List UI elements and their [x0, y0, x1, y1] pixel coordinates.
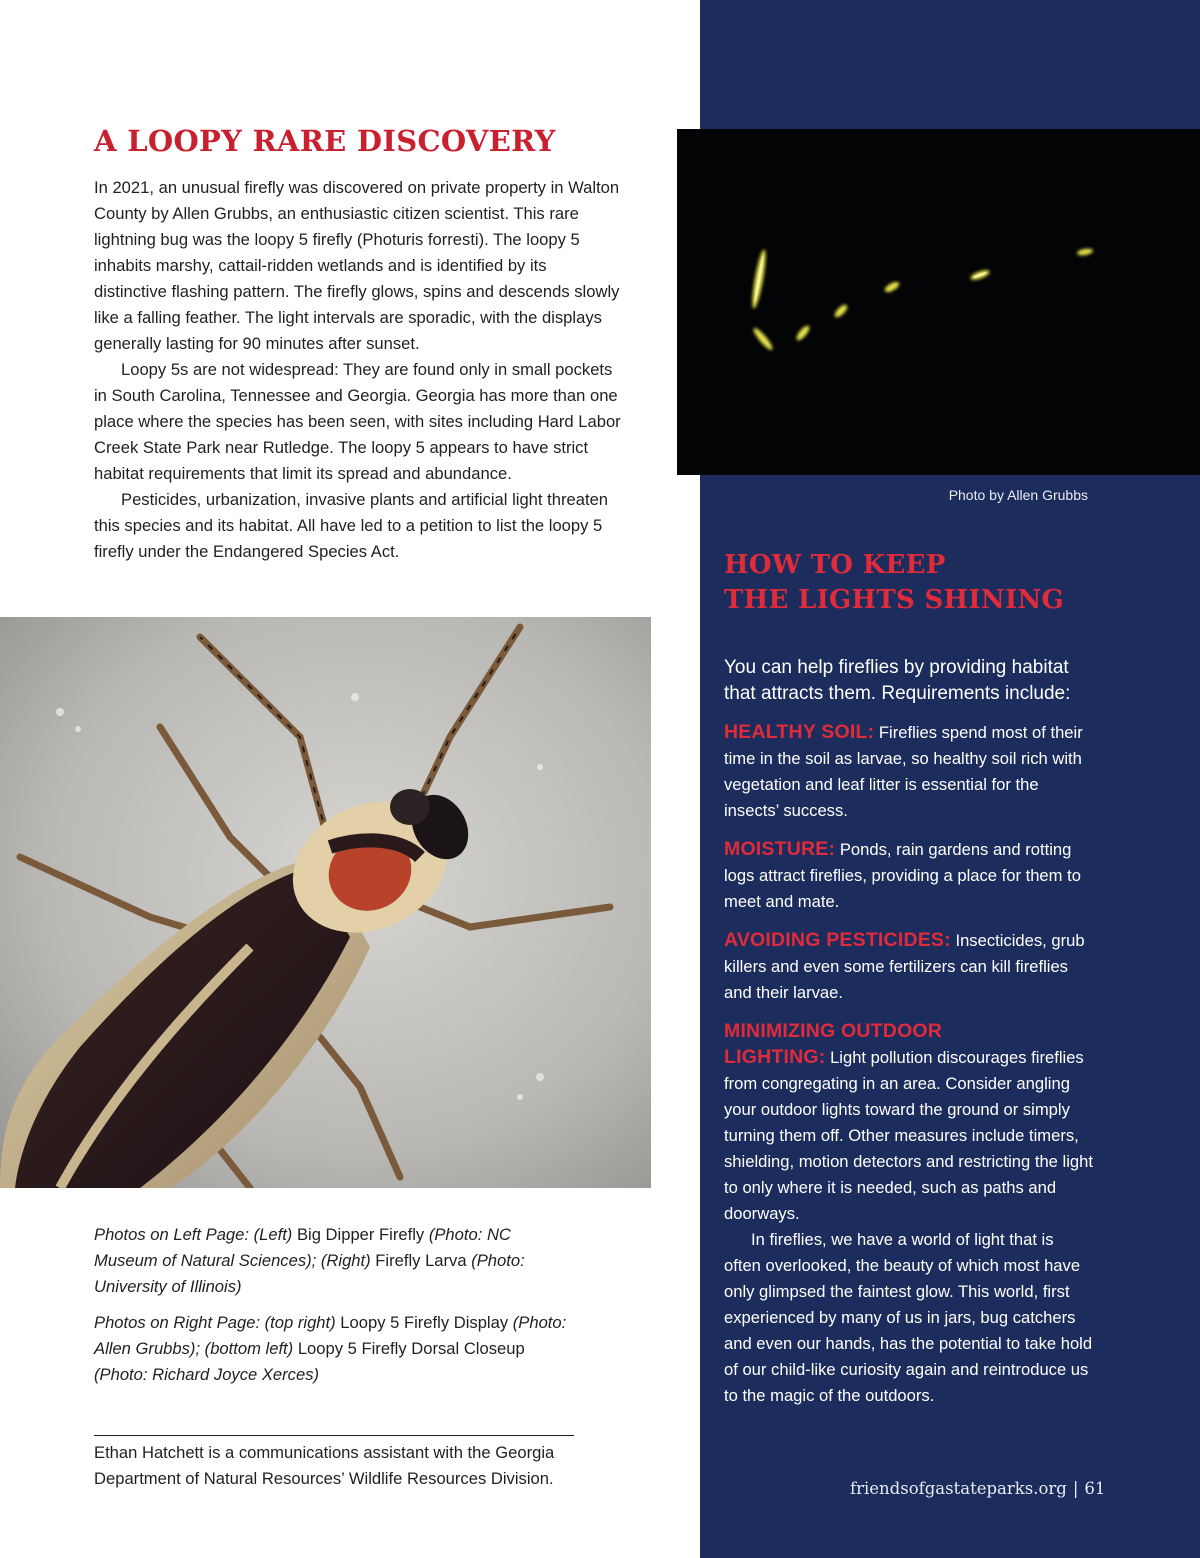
article-paragraph-2: Loopy 5s are not widespread: They are found only in small pockets in South Carolina, Tennessee and Georgia. Georgia has more than one place where the species has been seen, with sites including Hard Labor Creek State Park near Rutledge. The loopy 5 appears to have strict habitat requirements that limit its spread and abundance.: [94, 360, 621, 483]
article-body: [94, 175, 624, 565]
requirement-minimizing-lighting: [724, 1018, 1094, 1227]
footer-site-url: friendsofgastateparks.org: [850, 1479, 1067, 1498]
caption-right-text-2: Loopy 5 Firefly Dorsal Closeup: [293, 1339, 525, 1358]
firefly-dorsal-closeup-photo: [0, 617, 651, 1188]
requirement-text: Light pollution discourages fireflies from congregating in an area. Consider angling your outdoor lights toward the ground or simply turning them off. Other measures include timers, shielding, motion detectors and restricting the light to only where it is needed, such as paths and doorways.: [724, 1048, 1093, 1223]
sidebar-heading-line-1: HOW TO KEEP: [724, 550, 946, 580]
caption-right-italic-1: Photos on Right Page: (top right): [94, 1313, 336, 1332]
caption-right-italic-3: (Photo: Richard Joyce Xerces): [94, 1365, 320, 1384]
requirement-label: AVOIDING PESTICIDES:: [724, 929, 951, 951]
author-bio: Ethan Hatchett is a communications assistant with the Georgia Department of Natural Resources’ Wildlife Resources Division.: [94, 1443, 555, 1488]
firefly-display-photo: [677, 129, 1200, 475]
bio-divider: [94, 1435, 574, 1436]
page-footer: [850, 1479, 1106, 1498]
requirement-label-line-2: LIGHTING:: [724, 1046, 826, 1068]
photo-credit: Photo by Allen Grubbs: [948, 487, 1088, 503]
requirement-avoiding-pesticides: [724, 927, 1094, 1006]
sidebar-heading: [724, 548, 1164, 618]
caption-left-text-2: Firefly Larva: [370, 1251, 472, 1270]
caption-right-text-1: Loopy 5 Firefly Display: [335, 1313, 513, 1332]
caption-left-page: [94, 1222, 574, 1300]
requirement-label: MOISTURE:: [724, 838, 836, 860]
sidebar-intro: You can help fireflies by providing habitat that attracts them. Requirements include:: [724, 657, 1071, 704]
caption-right-page: [94, 1310, 574, 1388]
requirement-label: HEALTHY SOIL:: [724, 721, 875, 743]
page-number: 61: [1084, 1479, 1106, 1498]
caption-right-italic-2: (Photo: Allen Grubbs); (bottom left): [94, 1313, 567, 1358]
article-paragraph-1: In 2021, an unusual firefly was discovered on private property in Walton County by Allen Grubbs, an enthusiastic citizen scientist. This rare lightning bug was the loopy 5 firefly (Photuris forresti). The loopy 5 inhabits marshy, cattail-ridden wetlands and is identified by its distinctive flashing pattern. The firefly glows, spins and descends slowly like a falling feather. The light intervals are sporadic, with the displays generally lasting for 90 minutes after sunset.: [94, 178, 620, 353]
caption-left-italic-3: (Photo: University of Illinois): [94, 1251, 525, 1296]
sidebar-closing: In fireflies, we have a world of light that is often overlooked, the beauty of which most have only glimpsed the faintest glow. This world, first experienced by many of us in jars, bug catchers and even our hands, has the potential to take hold of our child-like curiosity again and reintroduce us to the magic of the outdoors.: [724, 1230, 1093, 1405]
caption-left-italic-2: (Photo: NC Museum of Natural Sciences); (Right): [94, 1225, 511, 1270]
footer-separator: |: [1072, 1479, 1079, 1498]
requirement-healthy-soil: [724, 719, 1094, 824]
sidebar-body: [724, 655, 1094, 1409]
caption-left-italic-1: Photos on Left Page: (Left): [94, 1225, 293, 1244]
photo-captions: [94, 1222, 574, 1398]
caption-left-text-1: Big Dipper Firefly: [292, 1225, 429, 1244]
article-title: A LOOPY RARE DISCOVERY: [94, 124, 556, 158]
requirement-label-line-1: MINIMIZING OUTDOOR: [724, 1020, 943, 1042]
requirement-text: Insecticides, grub killers and even some fertilizers can kill fireflies and their larvae.: [724, 931, 1085, 1002]
article-paragraph-3: Pesticides, urbanization, invasive plants and artificial light threaten this species and its habitat. All have led to a petition to list the loopy 5 firefly under the Endangered Species Act.: [94, 490, 609, 561]
sidebar-heading-line-2: THE LIGHTS SHINING: [724, 585, 1064, 615]
requirement-text: Fireflies spend most of their time in the soil as larvae, so healthy soil rich with vegetation and leaf litter is essential for the insects’ success.: [724, 723, 1083, 820]
requirement-text: Ponds, rain gardens and rotting logs attract fireflies, providing a place for them to meet and mate.: [724, 840, 1081, 911]
requirement-moisture: [724, 836, 1094, 915]
